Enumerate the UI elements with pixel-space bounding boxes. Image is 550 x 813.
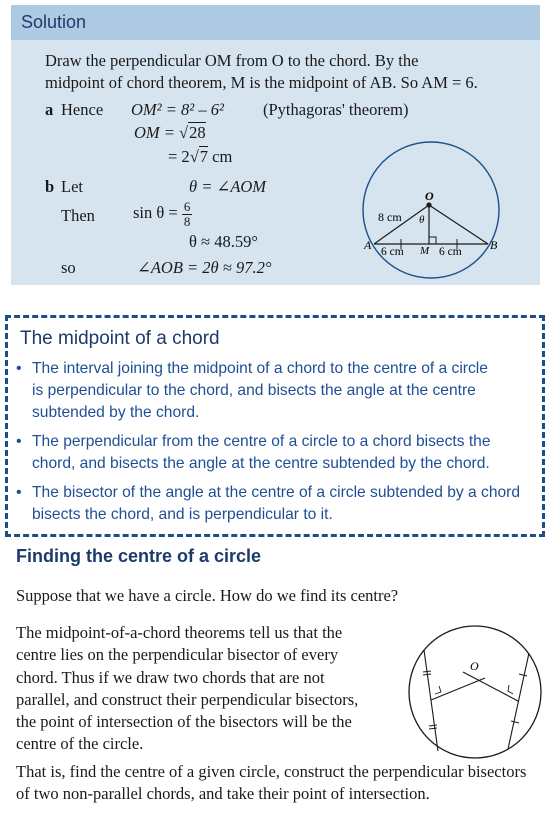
- key-theorem-title: The midpoint of a chord: [20, 328, 220, 349]
- part-b-approx: θ ≈ 48.59°: [189, 232, 258, 251]
- solution-box: [11, 5, 540, 285]
- bullet-3-text: The bisector of the angle at the centre of a circle subtended by a chord bisects the chord, and is perpendicular to it.: [32, 484, 521, 523]
- bullet-1-glyph: •: [16, 360, 22, 377]
- label-theta: θ: [419, 214, 425, 226]
- radius-ob: [429, 205, 488, 244]
- label-o: O: [425, 189, 434, 203]
- right-angle-mark: [429, 237, 436, 244]
- part-a-label: a: [45, 100, 54, 119]
- section-question: Suppose that we have a circle. How do we find its centre?: [16, 586, 399, 605]
- part-b-then: Then: [61, 206, 95, 225]
- part-a-line1: OM² = 8² – 6²: [131, 100, 224, 119]
- label-6cm-left: 6 cm: [381, 246, 404, 258]
- part-a-line3: = 2√7 cm: [168, 147, 233, 166]
- tick-left-upper: [423, 671, 431, 672]
- bullet-3-glyph: •: [16, 484, 22, 501]
- part-b-so-expr: ∠AOB = 2θ ≈ 97.2°: [137, 258, 272, 277]
- part-b-let-expr: θ = ∠AOM: [189, 177, 267, 196]
- part-a-root-28: 28: [189, 123, 206, 142]
- key-theorem-box: [5, 315, 545, 537]
- sin-fraction: $\frac{6}{8}$: [183, 199, 191, 229]
- bisector-right: [463, 672, 518, 701]
- tick-right-upper: [519, 674, 527, 676]
- bullet-2-glyph: •: [16, 433, 22, 450]
- right-angle-left: [435, 686, 441, 694]
- part-b-then-expr: sin θ = $\frac{6}{8}$: [133, 199, 191, 229]
- solution-header: [11, 5, 540, 40]
- centre-circle-outline: [409, 626, 541, 758]
- solution-title: Solution: [21, 12, 87, 32]
- label-a: A: [364, 238, 372, 252]
- bisector-left: [431, 678, 485, 700]
- part-b-so: so: [61, 258, 76, 277]
- centre-point: [426, 202, 431, 207]
- section-title: Finding the centre of a circle: [16, 546, 262, 566]
- chord-circle-diagram: [349, 137, 529, 282]
- right-angle-right: [508, 685, 513, 694]
- part-b-label: b: [45, 177, 55, 196]
- solution-intro-line-2: midpoint of chord theorem, M is the midpoint of AB. So AM = 6.: [45, 73, 478, 92]
- part-a-note: (Pythagoras' theorem): [263, 100, 409, 119]
- solution-intro-line-1: Draw the perpendicular OM from O to the chord. By the: [45, 51, 419, 70]
- tick-left-upper-2: [423, 674, 431, 675]
- bullet-1-text: The interval joining the midpoint of a chord to the centre of a circle is perpendicular to the chord, and bisects the angle at the centre subtended by the chord.: [32, 360, 488, 421]
- label-b: B: [490, 238, 498, 252]
- tick-left-lower-2: [429, 728, 437, 729]
- part-b-let: Let: [61, 177, 83, 196]
- label-m: M: [420, 245, 430, 257]
- section-paragraph: The midpoint-of-a-chord theorems tell us that the centre lies on the perpendicular bisector of every chord. Thus if we draw two chords that are not parallel, and construct their perpendicular bisectors, the point of intersection of the bisectors will be the centre of the circle.: [16, 623, 359, 754]
- tick-left-lower: [429, 725, 437, 726]
- bullet-2-text: The perpendicular from the centre of a circle to a chord bisects the chord, and bisects the angle at the centre subtended by the chord.: [32, 433, 491, 472]
- part-a-root-7: 7: [199, 147, 208, 166]
- bisectors-circle-diagram: [405, 622, 545, 762]
- label-6cm-right: 6 cm: [439, 246, 462, 258]
- section-conclusion: That is, find the centre of a given circle, construct the perpendicular bisectors of two non-parallel chords, and take their point of intersection.: [16, 762, 527, 804]
- label-8cm: 8 cm: [378, 210, 402, 224]
- part-a-line2: OM = √28: [134, 123, 206, 142]
- label-o-centre: O: [470, 659, 479, 673]
- part-a-word: Hence: [61, 100, 104, 119]
- tick-right-lower: [511, 721, 519, 723]
